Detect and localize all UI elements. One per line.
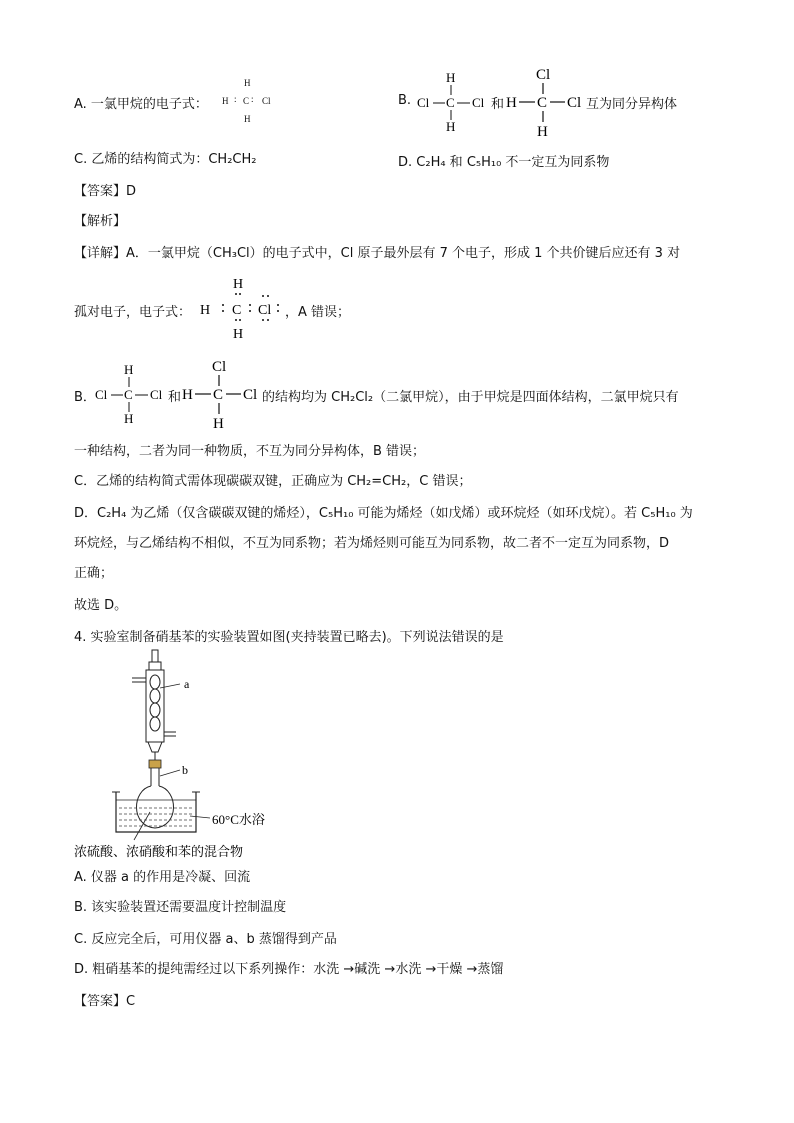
q3-analysis-tag: 【解析】 xyxy=(74,214,127,229)
atom-right: Cl xyxy=(150,387,163,402)
label-a: a xyxy=(184,677,190,691)
atom-bottom: H xyxy=(244,114,251,124)
q3-detail-a-line2-suffix: ，A 错误； xyxy=(285,305,351,320)
atom-center: C xyxy=(124,387,133,402)
atom-right: Cl xyxy=(243,387,258,403)
atom-left: H xyxy=(506,95,517,111)
atom-bottom: H xyxy=(446,119,456,134)
atom-left: H xyxy=(182,387,193,403)
atom-top: H xyxy=(233,277,244,292)
q4-apparatus-diagram xyxy=(72,648,282,863)
q3-detail-b-struct2 xyxy=(182,354,262,432)
answer-value: D xyxy=(126,184,137,199)
q3-detail-d-line1: D．C₂H₄ 为乙烯（仅含碳碳双键的烯烃），C₅H₁₀ 可能为烯烃（如戊烯）或环烷烃（如环戊烷）。若 C₅H₁₀ 为 xyxy=(74,506,693,521)
atom-bottom: H xyxy=(124,411,134,426)
atom-center: C xyxy=(213,387,224,403)
q3-detail-d-line3: 正确； xyxy=(74,566,114,581)
q3-option-a-text: A. 一氯甲烷的电子式： xyxy=(74,97,208,112)
atom-left: Cl xyxy=(95,387,108,402)
rubber-stopper xyxy=(149,760,161,768)
detail-tag: 【详解】 xyxy=(74,246,127,261)
colon-left: : xyxy=(234,94,237,104)
atom-right: Cl xyxy=(258,303,272,318)
atom-bottom: H xyxy=(537,124,548,140)
atom-center: C xyxy=(537,95,548,111)
atom-right: Cl xyxy=(262,96,271,106)
label-water-bath: 60°C水浴 xyxy=(212,812,265,827)
q3-option-b-struct1 xyxy=(414,68,486,134)
q3-conclusion: 故选 D。 xyxy=(74,598,128,613)
atom-left: H xyxy=(200,303,211,318)
atom-top: H xyxy=(124,362,134,377)
reflux-condenser xyxy=(132,650,176,760)
q4-answer xyxy=(74,993,135,1011)
atom-center: C xyxy=(243,96,250,106)
q3-option-c: C. 乙烯的结构简式为：CH₂CH₂ xyxy=(74,152,257,167)
atom-left: H xyxy=(222,96,229,106)
q4-option-a: A. 仪器 a 的作用是冷凝、回流 xyxy=(74,870,251,885)
atom-center: C xyxy=(232,303,242,318)
label-b: b xyxy=(182,763,188,777)
atom-right: Cl xyxy=(472,95,485,110)
q3-detail-d-line2: 环烷烃，与乙烯结构不相似，不互为同系物；若为烯烃则可能互为同系物，故二者不一定互为同系物，D xyxy=(74,536,670,551)
q3-option-a xyxy=(74,93,208,112)
atom-bottom: H xyxy=(213,416,224,432)
q4-stem: 4. 实验室制备硝基苯的实验装置如图(夹持装置已略去)。下列说法错误的是 xyxy=(74,630,504,645)
atom-center: C xyxy=(446,95,455,110)
q3-answer xyxy=(74,183,136,201)
q3-option-b-struct2 xyxy=(506,62,586,140)
atom-right: Cl xyxy=(567,95,582,111)
atom-bottom: H xyxy=(233,327,244,342)
atom-top: Cl xyxy=(212,359,227,375)
answer-tag: 【答案】 xyxy=(74,994,127,1009)
detail-a-text: A．一氯甲烷（CH₃Cl）的电子式中，Cl 原子最外层有 7 个电子，形成 1 个共价键后应还有 3 对 xyxy=(126,246,681,261)
atom-top: Cl xyxy=(536,67,551,83)
q3-detail-b-prefix: B． xyxy=(74,390,96,405)
q3-detail-a-line2-prefix: 孤对电子，电子式： xyxy=(74,305,192,320)
q3-option-a-electron-formula xyxy=(216,78,276,128)
q4-option-d: D. 粗硝基苯的提纯需经过以下系列操作：水洗 →碱洗 →水洗 →干燥 →蒸馏 xyxy=(74,962,504,977)
atom-top: H xyxy=(446,70,456,85)
q3-option-d: D. C₂H₄ 和 C₅H₁₀ 不一定互为同系物 xyxy=(398,155,610,170)
label-mixture: 浓硫酸、浓硝酸和苯的混合物 xyxy=(74,844,244,859)
q3-detail-b-and: 和 xyxy=(168,390,182,405)
q3-option-b-and: 和 xyxy=(491,97,505,112)
answer-tag: 【答案】 xyxy=(74,184,127,199)
round-bottom-flask xyxy=(136,768,173,828)
q3-option-b-label: B. xyxy=(398,93,412,108)
q3-option-b-suffix: 互为同分异构体 xyxy=(586,97,678,112)
water-bath xyxy=(112,792,200,832)
q3-detail-b-line2: 一种结构，二者为同一种物质，不互为同分异构体，B 错误； xyxy=(74,444,426,459)
colon-right: : xyxy=(251,94,254,104)
q3-detail-c: C．乙烯的结构简式需体现碳碳双键，正确应为 CH₂=CH₂，C 错误； xyxy=(74,474,472,489)
atom-top: H xyxy=(244,78,251,88)
atom-left: Cl xyxy=(417,95,430,110)
answer-value: C xyxy=(126,994,136,1009)
q4-option-c: C. 反应完全后，可用仪器 a、b 蒸馏得到产品 xyxy=(74,932,337,947)
q3-detail-a-line1 xyxy=(74,245,680,263)
q3-detail-b-struct1 xyxy=(92,360,164,426)
q4-option-b: B. 该实验装置还需要温度计控制温度 xyxy=(74,900,287,915)
q3-detail-b-suffix: 的结构均为 CH₂Cl₂（二氯甲烷），由于甲烷是四面体结构，二氯甲烷只有 xyxy=(262,390,679,405)
